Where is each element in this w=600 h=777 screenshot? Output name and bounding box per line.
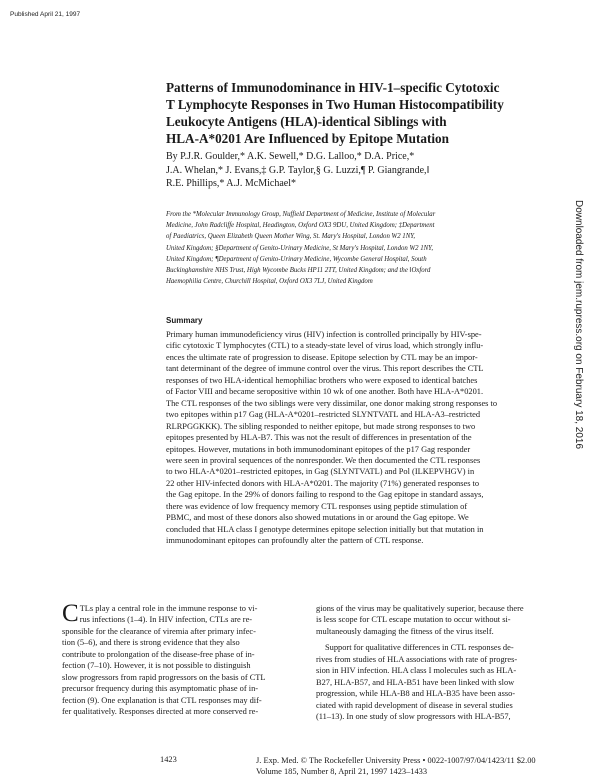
summary-line: were seen in proviral sequences of the nonresponder. We then documented the CTL responses — [166, 455, 481, 465]
body-line: sponsible for the clearance of viremia after primary infec- — [62, 626, 256, 636]
published-date: Published April 21, 1997 — [10, 11, 81, 18]
affiliation-line: United Kingdom; ¶Department of Genito-Urinary Medicine, Wycombe General Hospital, South — [166, 255, 427, 263]
body-column-left — [62, 600, 294, 718]
summary-line: there was evidence of low frequency memory CTL responses using peptide stimulation of — [166, 501, 468, 511]
body-line: rus infections (1–4). In HIV infection, CTLs are re- — [79, 615, 253, 625]
title-line: T Lymphocyte Responses in Two Human Histocompatibility — [166, 97, 504, 112]
author-list — [166, 150, 586, 191]
summary-line: two epitopes within p17 Gag (HLA-A*0201–restricted SLYNTVATL and HLA-A3–restricted — [166, 410, 481, 420]
summary-line: tant determinant of the degree of immune control over the virus. This report describes the CTL — [166, 364, 484, 374]
journal-footer — [256, 755, 576, 777]
affiliation-line: Medicine, John Radcliffe Hospital, Headington, Oxford OX3 9DU, United Kingdom; ‡Department — [166, 222, 435, 230]
summary-line: epitopes presented by HLA-B7. This was not the result of differences in presentation of the — [166, 433, 472, 443]
journal-line: J. Exp. Med. © The Rockefeller University Press • 0022-1007/97/04/1423/11 $2.00 — [256, 756, 536, 765]
author-line: J.A. Whelan,* J. Evans,‡ G.P. Taylor,§ G. Luzzi,¶ P. Giangrande,‖ — [166, 164, 430, 176]
affiliation-line: United Kingdom; §Department of Genito-Urinary Medicine, St Mary's Hospital, London W2 1NY, — [166, 244, 434, 252]
summary-line: to two HLA-A*0201–restricted epitopes, in Gag (SLYNTVATL) and Pol (ILKEPVHGV) in — [166, 467, 475, 477]
summary-line: ences the ultimate rate of progression to disease. Epitope selection by CTL may be an impor- — [166, 352, 478, 362]
title-line: Patterns of Immunodominance in HIV-1–specific Cytotoxic — [166, 80, 500, 95]
summary-line: The CTL responses of the two siblings were very dissimilar, one donor making strong responses to — [166, 398, 498, 408]
body-line: contribute to prolongation of the disease-free phase of in- — [62, 649, 255, 659]
affiliation-line: Buckinghamshire NHS Trust, High Wycombe Bucks HP11 2TT, United Kingdom; and the ‖Oxford — [166, 267, 431, 275]
summary-line: the Gag epitope. In the 29% of donors failing to respond to the Gag epitope in standard assays, — [166, 490, 484, 500]
summary-line: concluded that HLA class I genotype determines epitope selection initially but that mutation in — [166, 524, 484, 534]
body-line: ciated with rapid development of disease in several studies — [316, 700, 513, 710]
summary-line: epitopes. However, mutations in both immunodominant epitopes of the p17 Gag responder — [166, 444, 471, 454]
body-line: Support for qualitative differences in CTL responses de- — [325, 643, 514, 653]
summary-line: cific cytotoxic T lymphocytes (CTL) to a steady-state level of virus load, which strongly influ- — [166, 341, 484, 351]
summary-body — [166, 329, 586, 547]
body-line: fer qualitatively. Responses directed at more conserved re- — [62, 707, 259, 717]
author-line: R.E. Phillips,* A.J. McMichael* — [166, 178, 296, 189]
body-line: B27, HLA-B57, and HLA-B51 have been linked with slow — [316, 677, 515, 687]
summary-line: immunodominant epitopes can profoundly alter the pattern of CTL response. — [166, 536, 424, 546]
summary-line: RLRPGGKKK). The sibling responded to neither epitope, but made strong responses to two — [166, 421, 476, 431]
body-line: rives from studies of HLA associations with rate of progres- — [316, 654, 518, 664]
affiliations — [166, 209, 546, 287]
affiliation-line: of Paediatrics, Queen Elizabeth Queen Mother Wing, St. Mary's Hospital, London W2 1NY, — [166, 233, 416, 241]
body-line: gions of the virus may be qualitatively superior, because there — [316, 604, 524, 613]
page-number: 1423 — [160, 755, 177, 764]
journal-line: Volume 185, Number 8, April 21, 1997 1423–1433 — [256, 767, 428, 776]
summary-heading: Summary — [166, 316, 203, 325]
body-line: progression, while HLA-B8 and HLA-B35 have been asso- — [316, 689, 516, 699]
body-line: precursor frequency during this asymptomatic phase of in- — [62, 684, 259, 694]
body-line: slow progressors from rapid progressors on the basis of CTL — [62, 672, 266, 682]
summary-line: Primary human immunodeficiency virus (HIV) infection is controlled principally by HIV-spe- — [166, 330, 482, 339]
affiliation-line: From the *Molecular Immunology Group, Nuffield Department of Medicine, Institute of Molecular — [166, 211, 436, 218]
author-line: By P.J.R. Goulder,* A.K. Sewell,* D.G. Lalloo,* D.A. Price,* — [166, 151, 415, 162]
body-line: fection (7–10). However, it is not possible to distinguish — [62, 661, 251, 671]
summary-line: 22 other HIV-infected donors with HLA-A*0201. The majority (71%) generated responses to — [166, 478, 480, 488]
body-line: fection (9). One explanation is that CTL responses may dif- — [62, 695, 262, 705]
body-line: is less scope for CTL escape mutation to occur without si- — [316, 615, 511, 625]
summary-line: PBMC, and most of these donors also showed mutations in or around the Gag epitope. We — [166, 513, 469, 523]
title-line: HLA-A*0201 Are Influenced by Epitope Mutation — [166, 131, 449, 146]
affiliation-line: Haemophilia Centre, Churchill Hospital, Oxford OX3 7LJ, United Kingdom — [166, 278, 373, 286]
body-line: tion (5–6), and there is strong evidence that they also — [62, 638, 240, 648]
body-line: TLs play a central role in the immune response to vi- — [79, 604, 258, 613]
body-column-right — [316, 603, 548, 723]
drop-cap: C — [62, 600, 79, 627]
body-line: (11–13). In one study of slow progressors with HLA-B57, — [316, 712, 511, 722]
download-watermark: Downloaded from jem.rupress.org on February 18, 2016 — [573, 200, 584, 450]
article-title — [166, 79, 586, 147]
summary-line: of Factor VIII and became seropositive within 10 wk of one another. Both have HLA-A*0201. — [166, 387, 484, 397]
title-line: Leukocyte Antigens (HLA)-identical Siblings with — [166, 114, 447, 129]
body-line: multaneously damaging the fitness of the virus itself. — [316, 626, 494, 636]
summary-line: responses of two HLA-identical hemophiliac brothers who were exposed to identical batches — [166, 375, 478, 385]
body-line: sion in HIV infection. HLA class I molecules such as HLA- — [316, 666, 517, 676]
